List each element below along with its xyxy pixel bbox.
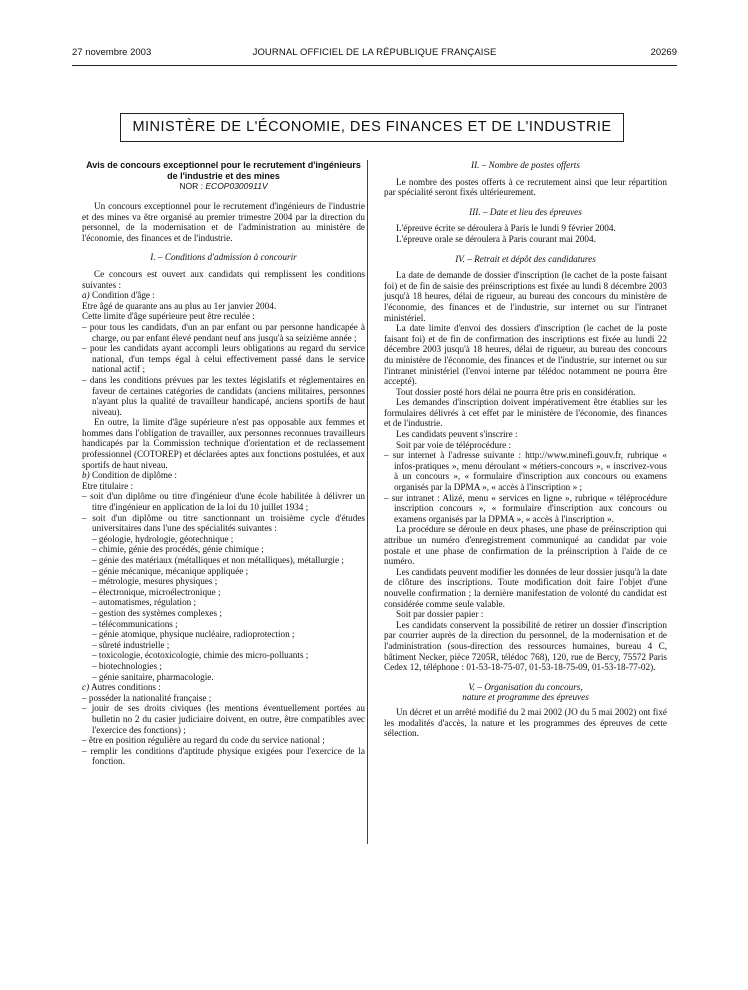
column-divider — [367, 160, 368, 844]
paragraph: La procédure se déroule en deux phases, une phase de préinscription qui attribue un numéro d'enregistrement communiqué au candidat par voie postale et une phase de confirmation de la préinscription à l'aide de ce numéro. — [384, 524, 667, 567]
speciality-item: – géologie, hydrologie, géotechnique ; — [92, 533, 234, 544]
diploma-intro: Etre titulaire : — [82, 480, 134, 491]
paragraph: Les candidats peuvent s'inscrire : — [396, 429, 518, 440]
condition-b-heading: b) Condition de diplôme : — [82, 470, 177, 481]
section-1-intro: Ce concours est ouvert aux candidats qui remplissent les conditions suivantes : — [82, 268, 365, 290]
paragraph: Soit par dossier papier : — [396, 609, 484, 620]
list-item: – dans les conditions prévues par les textes législatifs et réglementaires en faveur de certaines catégories de candidats (anciens militaires, personnes n'ayant plus la qualité de travailleur handicapé, anciens sportifs de haut niveau). — [82, 374, 365, 417]
paragraph: Les candidats conservent la possibilité de retirer un dossier d'inscription par courrier auprès de la direction du personnel, de la modernisation et de l'administration (sous-direction des ressources humaines, bureau 4 C, bâtiment Necker, pièce 7205R, télédoc 768), 120, rue de Bercy, 75572 Paris Cedex 12, téléphone : 01-53-18-75-07, 01-53-18-75-09, 01-53-18-77-02). — [384, 619, 667, 673]
list-item: – pour tous les candidats, d'un an par enfant ou par personne handicapée à charge, ou par enfant élevé pendant neuf ans jusqu'à sa seizième année ; — [82, 321, 365, 343]
ministry-title-box: MINISTÈRE DE L'ÉCONOMIE, DES FINANCES ET DE L'INDUSTRIE — [120, 113, 624, 142]
nor-code: ECOP0300911V — [205, 181, 268, 191]
paragraph: La date de demande de dossier d'inscription (le cachet de la poste faisant foi) et de fin de saisie des préinscriptions est fixée au lundi 8 décembre 2003 jusqu'à 18 heures, délai de rigueur, au bureau des concours du ministère de l'économie, des finances et de l'industrie, sur internet ou sur l'intranet ministériel. — [384, 270, 667, 323]
speciality-item: – toxicologie, écotoxicologie, chimie des micro-polluants ; — [92, 650, 309, 661]
speciality-item: – télécommunications ; — [92, 618, 178, 629]
header-journal-title: JOURNAL OFFICIEL DE LA RÉPUBLIQUE FRANÇAISE — [252, 47, 497, 58]
section-1-title: I. – Conditions d'admission à concourir — [150, 252, 297, 263]
section-2-text: Le nombre des postes offerts à ce recrutement ainsi que leur répartition par spécialité seront fixés ultérieurement. — [384, 176, 667, 198]
list-item: – soit d'un diplôme ou titre d'ingénieur d'une école habilitée à délivrer un titre d'ingénieur en application de la loi du 10 juillet 1934 ; — [82, 491, 365, 513]
list-item: – sur intranet : Alizé, menu « services en ligne », rubrique « téléprocédure inscription concours », « formulaire d'inscription aux concours ou examens organisés par la DPMA », « accès à l'inscription ». — [384, 492, 667, 524]
left-column — [82, 160, 365, 767]
paragraph: Les candidats peuvent modifier les données de leur dossier jusqu'à la date de clôture des inscriptions. Toute modification doit faire l'objet d'une nouvelle confirmation ; la dernière manifestation de volonté du candidat est considérée comme seule valable. — [384, 566, 667, 609]
age-note: En outre, la limite d'âge supérieure n'est pas opposable aux femmes et hommes dans l'obligation de travailler, aux personnes reconnues travailleurs handicapés par la Commission technique d'orientation et de reclassement professionnel (COTOREP) et déclarées aptes aux fonctions postulées, et aux sportifs de haut niveau. — [82, 417, 365, 470]
written-exam-text: L'épreuve écrite se déroulera à Paris le lundi 9 février 2004. — [396, 223, 616, 234]
paragraph: La date limite d'envoi des dossiers d'inscription (le cachet de la poste faisant foi) et de fin de confirmation des inscriptions est fixée au lundi 22 décembre 2003 jusqu'à 18 heures, délai de rigueur, au bureau des concours du ministère de l'économie, des finances et de l'industrie, sur internet ou sur l'intranet ministériel (l'envoi interne par télédoc notamment ne pourra être accepté). — [384, 323, 667, 387]
speciality-item: – gestion des systèmes complexes ; — [92, 607, 222, 618]
speciality-item: – génie mécanique, mécanique appliquée ; — [92, 565, 249, 576]
section-3-title: III. – Date et lieu des épreuves — [469, 206, 582, 217]
list-item: – être en position régulière au regard du code du service national ; — [82, 735, 325, 746]
paragraph: Soit par voie de téléprocédure : — [396, 439, 512, 450]
speciality-item: – automatismes, régulation ; — [92, 597, 197, 608]
age-text: Etre âgé de quarante ans au plus au 1er janvier 2004. — [82, 300, 277, 311]
speciality-item: – génie des matériaux (métalliques et non métalliques), métallurgie ; — [92, 555, 344, 565]
notice-intro: Un concours exceptionnel pour le recrutement d'ingénieurs de l'industrie et des mines va être organisé au premier trimestre 2004 par la direction du personnel, de la modernisation et de l'administration au ministère de l'économie, des finances et de l'industrie. — [82, 201, 365, 243]
speciality-item: – électronique, microélectronique ; — [92, 586, 221, 597]
speciality-item: – génie sanitaire, pharmacologie. — [92, 671, 214, 682]
speciality-item: – sûreté industrielle ; — [92, 639, 170, 650]
section-2-title: II. – Nombre de postes offerts — [471, 160, 580, 170]
list-item: – posséder la nationalité française ; — [82, 692, 212, 703]
notice-title: Avis de concours exceptionnel pour le recrutement d'ingénieurs de l'industrie et des mines — [86, 160, 361, 181]
nor-reference — [82, 181, 365, 192]
list-item: – remplir les conditions d'aptitude physique exigées pour l'exercice de la fonction. — [82, 745, 365, 767]
list-item: – sur internet à l'adresse suivante : http://www.minefi.gouv.fr, rubrique « infos-pratiques », menu déroulant « métiers-concours », « inscrivez-vous à un concours », « formulaire d'inscription aux concours ou examens organisés par la DPMA », « accès à l'inscription » ; — [384, 450, 667, 493]
speciality-item: – biotechnologies ; — [92, 660, 162, 671]
nor-label: NOR : — [179, 181, 204, 191]
right-column — [384, 160, 667, 739]
header-rule — [72, 65, 677, 66]
header-page-number: 20269 — [650, 47, 677, 58]
section-5-text: Un décret et un arrêté modifié du 2 mai 2002 (JO du 5 mai 2002) ont fixé les modalités d'accès, la nature et les programmes des épreuves de cette sélection. — [384, 706, 667, 739]
section-5-title: V. – Organisation du concours, nature et programme des épreuves — [462, 681, 589, 703]
age-limit-text: Cette limite d'âge supérieure peut être reculée : — [82, 311, 255, 322]
list-item: – soit d'un diplôme ou titre sanctionnant un troisième cycle d'études universitaires dans l'une des spécialités suivantes : — [82, 512, 365, 534]
section-4-title: IV. – Retrait et dépôt des candidatures — [455, 253, 596, 264]
list-item: – jouir de ses droits civiques (les mentions éventuellement portées au bulletin no 2 du casier judiciaire doivent, en outre, être compatibles avec l'exercice des fonctions) ; — [82, 703, 365, 735]
oral-exam-text: L'épreuve orale se déroulera à Paris courant mai 2004. — [396, 233, 596, 244]
header-date: 27 novembre 2003 — [72, 47, 152, 58]
condition-c-heading: c) Autres conditions : — [82, 682, 161, 693]
paragraph: Les demandes d'inscription doivent impérativement être établies sur les formulaires délivrés à cet effet par le ministère de l'économie, des finances et de l'industrie. — [384, 397, 667, 429]
page-header — [72, 47, 677, 61]
list-item: – pour les candidats ayant accompli leurs obligations au regard du service national, d'un temps égal à celui effectivement passé dans le service national actif ; — [82, 343, 365, 375]
speciality-item: – génie atomique, physique nucléaire, radioprotection ; — [92, 629, 295, 640]
speciality-item: – métrologie, mesures physiques ; — [92, 576, 218, 587]
condition-a-heading: a) Condition d'âge : — [82, 290, 155, 301]
speciality-item: – chimie, génie des procédés, génie chimique ; — [92, 544, 264, 555]
paragraph: Tout dossier posté hors délai ne pourra être pris en considération. — [396, 386, 636, 397]
